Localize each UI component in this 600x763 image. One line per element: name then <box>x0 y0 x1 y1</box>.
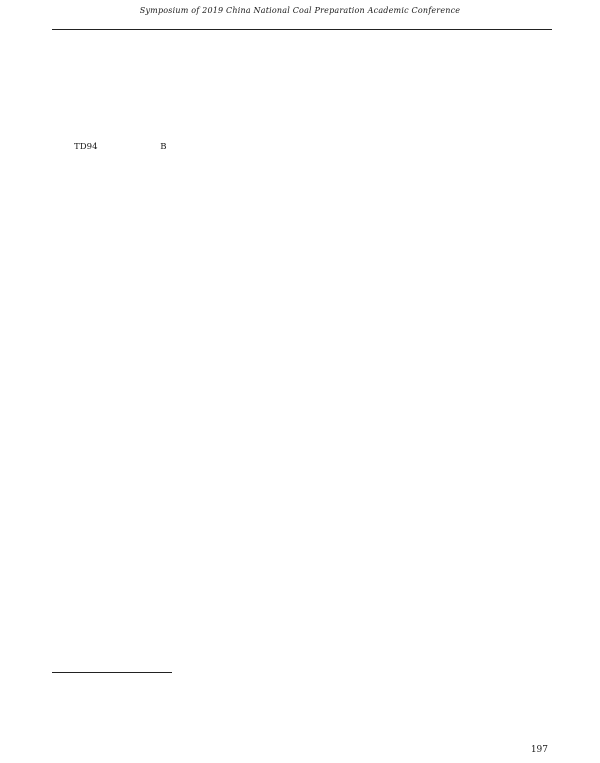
section-1-paragraph-1 <box>58 305 548 334</box>
page-number: 197 <box>530 745 548 755</box>
running-header <box>0 6 600 16</box>
intro-paragraph-1 <box>58 237 548 266</box>
doc-code-value: B <box>160 142 167 152</box>
header-rule <box>52 29 552 30</box>
classification-line <box>74 140 538 155</box>
section-1-paragraph-5 <box>58 421 548 450</box>
section-1-paragraph-4 <box>58 392 548 421</box>
clc-value: TD94 <box>74 142 98 152</box>
conference-title-en: Symposium of 2019 China National Coal Preparation Academic Conference <box>139 6 461 15</box>
abstract-block <box>74 140 538 155</box>
section-1-paragraph-3 <box>58 363 548 392</box>
intro-paragraph-2 <box>58 266 548 295</box>
footnote-rule <box>52 672 172 673</box>
section-1-paragraph-2 <box>58 334 548 363</box>
body-text <box>58 237 548 450</box>
